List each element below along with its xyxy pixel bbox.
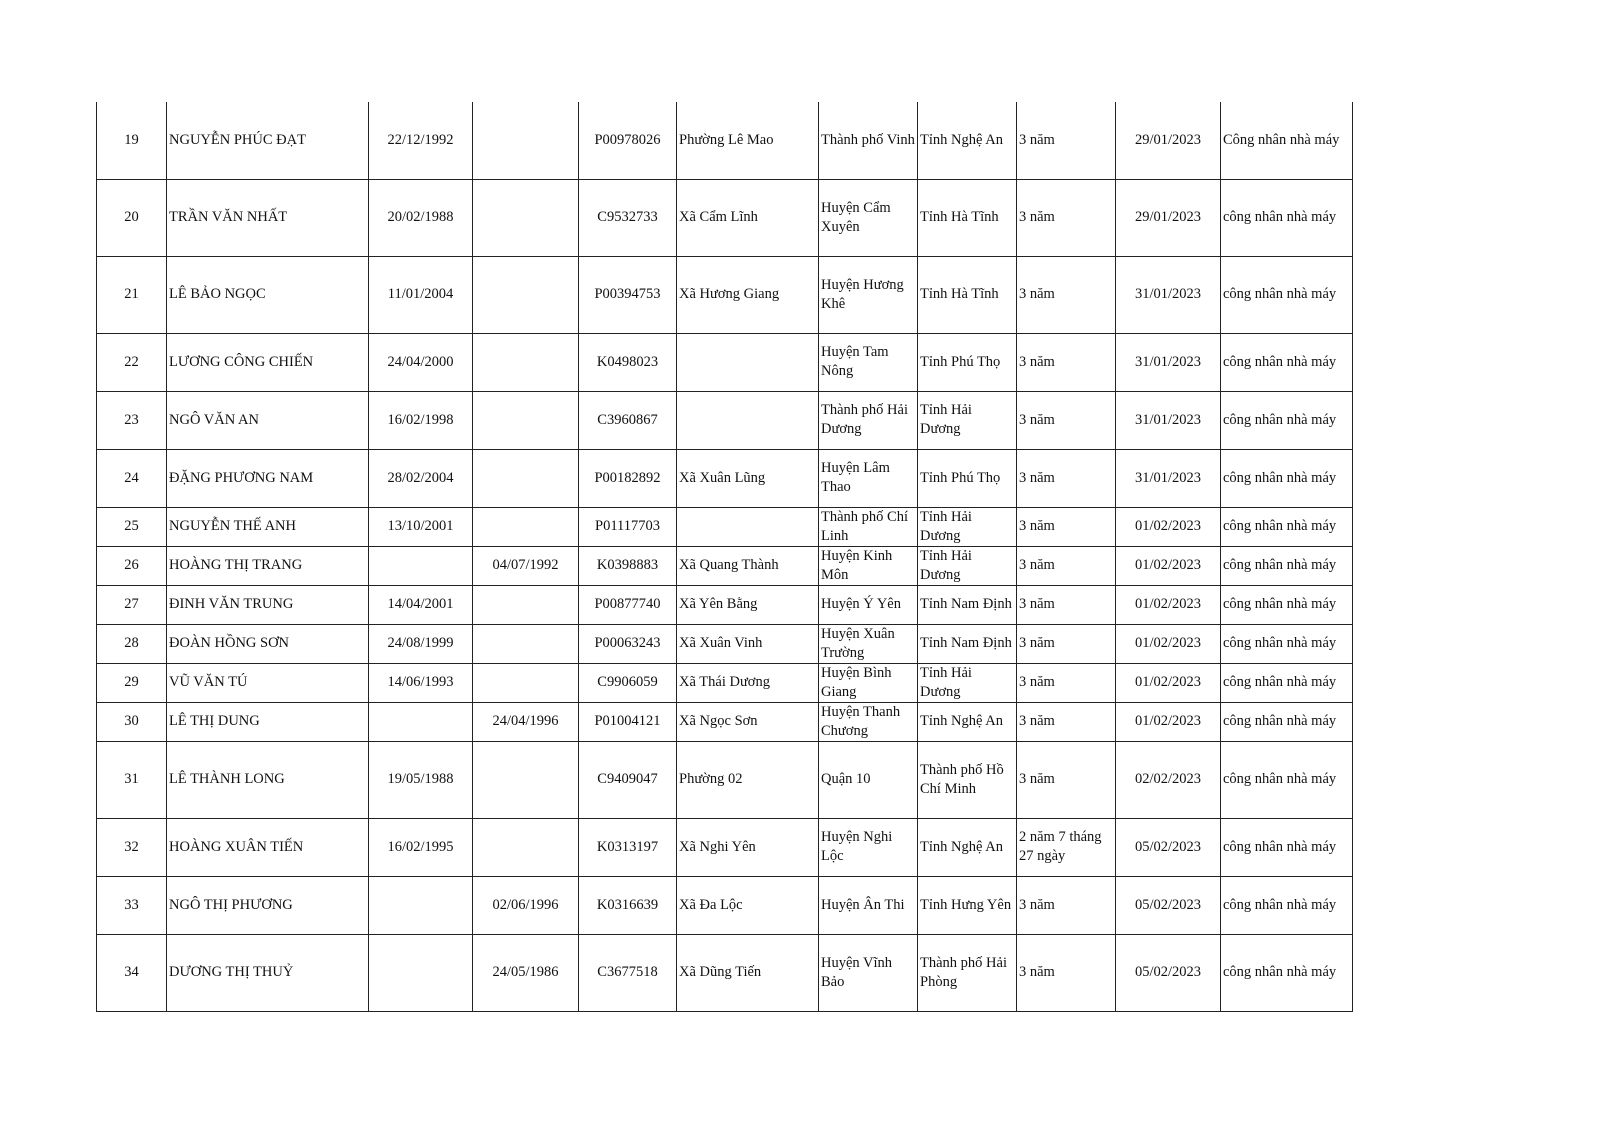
contract-term: 2 năm 7 tháng 27 ngày	[1017, 818, 1116, 876]
ward: Phường 02	[677, 741, 819, 818]
occupation: công nhân nhà máy	[1221, 624, 1353, 663]
table-row	[97, 702, 1353, 741]
row-number: 23	[97, 391, 167, 449]
full-name: ĐOÀN HỒNG SƠN	[167, 624, 369, 663]
birth-date-female	[473, 449, 579, 507]
ward: Xã Hương Giang	[677, 256, 819, 333]
document-number: K0498023	[579, 333, 677, 391]
row-number: 30	[97, 702, 167, 741]
province: Tỉnh Nam Định	[918, 585, 1017, 624]
date: 05/02/2023	[1116, 876, 1221, 934]
records-body	[97, 102, 1353, 1011]
district: Huyện Tam Nông	[819, 333, 918, 391]
table-row	[97, 624, 1353, 663]
birth-date-female	[473, 102, 579, 179]
birth-date-female	[473, 624, 579, 663]
contract-term: 3 năm	[1017, 741, 1116, 818]
table-row	[97, 663, 1353, 702]
birth-date-male: 16/02/1995	[369, 818, 473, 876]
birth-date-male: 22/12/1992	[369, 102, 473, 179]
birth-date-female	[473, 818, 579, 876]
contract-term: 3 năm	[1017, 333, 1116, 391]
contract-term: 3 năm	[1017, 585, 1116, 624]
row-number: 27	[97, 585, 167, 624]
ward: Xã Nghi Yên	[677, 818, 819, 876]
ward	[677, 333, 819, 391]
full-name: TRẦN VĂN NHẤT	[167, 179, 369, 256]
contract-term: 3 năm	[1017, 449, 1116, 507]
birth-date-male	[369, 702, 473, 741]
birth-date-male	[369, 546, 473, 585]
contract-term: 3 năm	[1017, 102, 1116, 179]
birth-date-male: 28/02/2004	[369, 449, 473, 507]
occupation: Công nhân nhà máy	[1221, 102, 1353, 179]
row-number: 29	[97, 663, 167, 702]
ward: Xã Ngọc Sơn	[677, 702, 819, 741]
date: 01/02/2023	[1116, 507, 1221, 546]
ward: Xã Xuân Vinh	[677, 624, 819, 663]
date: 31/01/2023	[1116, 256, 1221, 333]
occupation: công nhân nhà máy	[1221, 391, 1353, 449]
district: Huyện Hương Khê	[819, 256, 918, 333]
district: Thành phố Chí Linh	[819, 507, 918, 546]
province: Tỉnh Hà Tĩnh	[918, 179, 1017, 256]
district: Huyện Cẩm Xuyên	[819, 179, 918, 256]
province: Tỉnh Hưng Yên	[918, 876, 1017, 934]
province: Tỉnh Hải Dương	[918, 391, 1017, 449]
full-name: NGÔ THỊ PHƯƠNG	[167, 876, 369, 934]
occupation: công nhân nhà máy	[1221, 741, 1353, 818]
row-number: 24	[97, 449, 167, 507]
birth-date-female	[473, 663, 579, 702]
district: Huyện Vĩnh Bảo	[819, 934, 918, 1011]
contract-term: 3 năm	[1017, 934, 1116, 1011]
table-row	[97, 449, 1353, 507]
document-number: P01117703	[579, 507, 677, 546]
full-name: LÊ THÀNH LONG	[167, 741, 369, 818]
contract-term: 3 năm	[1017, 546, 1116, 585]
date: 01/02/2023	[1116, 585, 1221, 624]
contract-term: 3 năm	[1017, 876, 1116, 934]
birth-date-female	[473, 585, 579, 624]
birth-date-female: 04/07/1992	[473, 546, 579, 585]
birth-date-female	[473, 507, 579, 546]
table-row	[97, 876, 1353, 934]
document-number: P00182892	[579, 449, 677, 507]
province: Tỉnh Nam Định	[918, 624, 1017, 663]
district: Huyện Lâm Thao	[819, 449, 918, 507]
full-name: VŨ VĂN TÚ	[167, 663, 369, 702]
birth-date-female	[473, 179, 579, 256]
birth-date-male	[369, 876, 473, 934]
district: Huyện Ân Thi	[819, 876, 918, 934]
full-name: ĐẶNG PHƯƠNG NAM	[167, 449, 369, 507]
occupation: công nhân nhà máy	[1221, 585, 1353, 624]
date: 01/02/2023	[1116, 624, 1221, 663]
birth-date-male: 11/01/2004	[369, 256, 473, 333]
birth-date-female: 02/06/1996	[473, 876, 579, 934]
date: 01/02/2023	[1116, 546, 1221, 585]
province: Tỉnh Phú Thọ	[918, 449, 1017, 507]
occupation: công nhân nhà máy	[1221, 546, 1353, 585]
table-row	[97, 391, 1353, 449]
row-number: 32	[97, 818, 167, 876]
row-number: 34	[97, 934, 167, 1011]
birth-date-female	[473, 391, 579, 449]
table-row	[97, 934, 1353, 1011]
table-row	[97, 256, 1353, 333]
ward	[677, 507, 819, 546]
district: Thành phố Hải Dương	[819, 391, 918, 449]
birth-date-male	[369, 934, 473, 1011]
date: 05/02/2023	[1116, 934, 1221, 1011]
date: 01/02/2023	[1116, 702, 1221, 741]
occupation: công nhân nhà máy	[1221, 818, 1353, 876]
document-number: P01004121	[579, 702, 677, 741]
district: Huyện Xuân Trường	[819, 624, 918, 663]
birth-date-male: 20/02/1988	[369, 179, 473, 256]
province: Tỉnh Hải Dương	[918, 546, 1017, 585]
date: 29/01/2023	[1116, 179, 1221, 256]
full-name: LƯƠNG CÔNG CHIẾN	[167, 333, 369, 391]
ward: Xã Yên Bằng	[677, 585, 819, 624]
occupation: công nhân nhà máy	[1221, 663, 1353, 702]
province: Tỉnh Nghệ An	[918, 702, 1017, 741]
table-row	[97, 741, 1353, 818]
birth-date-female: 24/04/1996	[473, 702, 579, 741]
full-name: NGÔ VĂN AN	[167, 391, 369, 449]
district: Thành phố Vinh	[819, 102, 918, 179]
document-number: P00978026	[579, 102, 677, 179]
birth-date-male: 13/10/2001	[369, 507, 473, 546]
table-row	[97, 179, 1353, 256]
occupation: công nhân nhà máy	[1221, 876, 1353, 934]
contract-term: 3 năm	[1017, 702, 1116, 741]
full-name: LÊ BẢO NGỌC	[167, 256, 369, 333]
table-row	[97, 546, 1353, 585]
row-number: 26	[97, 546, 167, 585]
birth-date-female: 24/05/1986	[473, 934, 579, 1011]
occupation: công nhân nhà máy	[1221, 449, 1353, 507]
occupation: công nhân nhà máy	[1221, 256, 1353, 333]
full-name: DƯƠNG THỊ THUỶ	[167, 934, 369, 1011]
full-name: HOÀNG XUÂN TIẾN	[167, 818, 369, 876]
full-name: ĐINH VĂN TRUNG	[167, 585, 369, 624]
district: Huyện Ý Yên	[819, 585, 918, 624]
province: Tỉnh Nghệ An	[918, 818, 1017, 876]
occupation: công nhân nhà máy	[1221, 507, 1353, 546]
document-number: P00394753	[579, 256, 677, 333]
row-number: 25	[97, 507, 167, 546]
records-table	[96, 102, 1353, 1012]
row-number: 28	[97, 624, 167, 663]
row-number: 20	[97, 179, 167, 256]
document-number: C3677518	[579, 934, 677, 1011]
document-number: K0398883	[579, 546, 677, 585]
table-row	[97, 818, 1353, 876]
occupation: công nhân nhà máy	[1221, 333, 1353, 391]
ward: Xã Xuân Lũng	[677, 449, 819, 507]
contract-term: 3 năm	[1017, 179, 1116, 256]
contract-term: 3 năm	[1017, 391, 1116, 449]
document-number: P00063243	[579, 624, 677, 663]
ward: Phường Lê Mao	[677, 102, 819, 179]
province: Thành phố Hồ Chí Minh	[918, 741, 1017, 818]
table-row	[97, 507, 1353, 546]
date: 29/01/2023	[1116, 102, 1221, 179]
document-number: P00877740	[579, 585, 677, 624]
contract-term: 3 năm	[1017, 256, 1116, 333]
date: 31/01/2023	[1116, 391, 1221, 449]
birth-date-male: 16/02/1998	[369, 391, 473, 449]
district: Quận 10	[819, 741, 918, 818]
row-number: 21	[97, 256, 167, 333]
ward: Xã Cẩm Lĩnh	[677, 179, 819, 256]
ward: Xã Thái Dương	[677, 663, 819, 702]
row-number: 31	[97, 741, 167, 818]
date: 05/02/2023	[1116, 818, 1221, 876]
row-number: 19	[97, 102, 167, 179]
occupation: công nhân nhà máy	[1221, 179, 1353, 256]
province: Tỉnh Hà Tĩnh	[918, 256, 1017, 333]
birth-date-male: 24/08/1999	[369, 624, 473, 663]
date: 31/01/2023	[1116, 449, 1221, 507]
contract-term: 3 năm	[1017, 663, 1116, 702]
ward: Xã Đa Lộc	[677, 876, 819, 934]
birth-date-female	[473, 333, 579, 391]
date: 02/02/2023	[1116, 741, 1221, 818]
province: Tỉnh Phú Thọ	[918, 333, 1017, 391]
occupation: công nhân nhà máy	[1221, 702, 1353, 741]
province: Tỉnh Hải Dương	[918, 663, 1017, 702]
table-row	[97, 102, 1353, 179]
birth-date-male: 19/05/1988	[369, 741, 473, 818]
row-number: 22	[97, 333, 167, 391]
ward	[677, 391, 819, 449]
contract-term: 3 năm	[1017, 507, 1116, 546]
full-name: HOÀNG THỊ TRANG	[167, 546, 369, 585]
document-number: C9409047	[579, 741, 677, 818]
birth-date-male: 14/04/2001	[369, 585, 473, 624]
district: Huyện Nghi Lộc	[819, 818, 918, 876]
document-number: K0313197	[579, 818, 677, 876]
document-number: K0316639	[579, 876, 677, 934]
full-name: NGUYỄN THẾ ANH	[167, 507, 369, 546]
ward: Xã Quang Thành	[677, 546, 819, 585]
province: Thành phố Hải Phòng	[918, 934, 1017, 1011]
document-number: C9906059	[579, 663, 677, 702]
birth-date-female	[473, 256, 579, 333]
birth-date-male: 14/06/1993	[369, 663, 473, 702]
ward: Xã Dũng Tiến	[677, 934, 819, 1011]
occupation: công nhân nhà máy	[1221, 934, 1353, 1011]
province: Tỉnh Hải Dương	[918, 507, 1017, 546]
birth-date-male: 24/04/2000	[369, 333, 473, 391]
document-number: C3960867	[579, 391, 677, 449]
district: Huyện Kinh Môn	[819, 546, 918, 585]
table-row	[97, 333, 1353, 391]
row-number: 33	[97, 876, 167, 934]
full-name: LÊ THỊ DUNG	[167, 702, 369, 741]
district: Huyện Bình Giang	[819, 663, 918, 702]
birth-date-female	[473, 741, 579, 818]
province: Tỉnh Nghệ An	[918, 102, 1017, 179]
date: 01/02/2023	[1116, 663, 1221, 702]
district: Huyện Thanh Chương	[819, 702, 918, 741]
table-row	[97, 585, 1353, 624]
full-name: NGUYỄN PHÚC ĐẠT	[167, 102, 369, 179]
document-number: C9532733	[579, 179, 677, 256]
date: 31/01/2023	[1116, 333, 1221, 391]
contract-term: 3 năm	[1017, 624, 1116, 663]
